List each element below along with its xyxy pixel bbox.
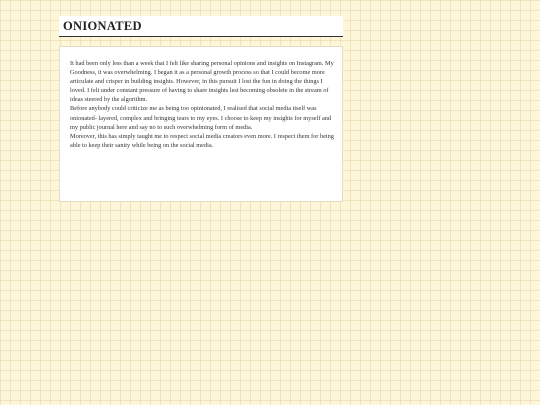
post-card [59, 46, 343, 202]
blog-title[interactable]: ONIONATED [63, 19, 142, 33]
post-paragraph: Moreover, this has simply taught me to respect social media creators even more. I respect them for being able to keep their sanity while being on the social media. [70, 132, 334, 149]
blog-header [59, 16, 343, 37]
post-paragraph: Before anybody could criticize me as being too opinionated, I realised that social media itself was onionated- layered, complex and bringing tears to my eyes. I choose to keep my insights for myself and my public journal here and say no to such overwhelming form of media. [70, 105, 332, 131]
post-paragraph: It had been only less than a week that I felt like sharing personal opinions and insights on Instagram. My Goodness, it was overwhelming. I began it as a personal growth process so that I could become more articulate and crisper in building insights. However, in this pursuit I lost the fun in doing the things I loved. I felt under constant pressure of having to share insights lest becoming obsolete in the stream of ideas steered by the algorithm. [70, 60, 334, 104]
